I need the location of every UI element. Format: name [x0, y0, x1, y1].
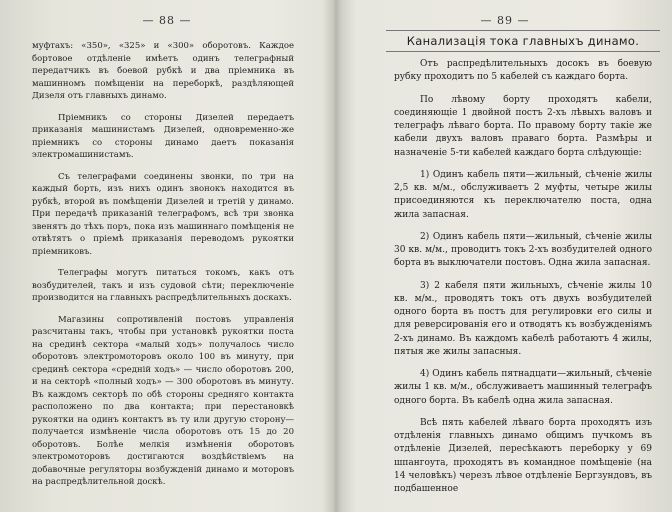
page-number: — 89 — — [480, 14, 530, 27]
paragraph: Отъ распредѣлительныхъ досокъ въ боевую рубку проходитъ по 5 кабелей съ каждаго борта. — [394, 59, 652, 83]
page-body — [32, 40, 294, 498]
left-page — [0, 0, 334, 512]
paragraph: Пріемникъ со стороны Дизелей передаетъ приказанія машинистамъ Дизелей, одновременно-же пріемникъ со стороны динамо даетъ показанія электромашинистамъ. — [32, 112, 294, 160]
paragraph: По лѣвому борту проходятъ кабели, соединяющіе 1 двойной постъ 2-хъ лѣвыхъ валовъ и телеграфъ лѣваго борта. По правому борту такіе же кабели двухъ валовъ праваго борта. Размѣры и назначеніе 5-ти кабелей каждаго борта слѣдующіе: — [394, 94, 652, 158]
page-number: — 88 — — [142, 14, 192, 27]
paragraph: 3) 2 кабеля пяти жильныхъ, сѣченіе жилы 10 кв. м/м., проводятъ токъ отъ двухъ возбудителей одного борта въ постъ для регулировки его силы и для реверсированія его и отводятъ къ возбужденіямъ 2-хъ динамо. Въ каждомъ кабелѣ работаютъ 4 жилы, пятыя же жилы запасныя. — [394, 280, 652, 357]
right-page — [338, 0, 672, 512]
section-heading: Канализація тока главныхъ динамо. — [406, 34, 640, 48]
heading-rule-top — [386, 30, 660, 31]
paragraph: Магазины сопротивленій постовъ управленія разсчитаны такъ, чтобы при установкѣ рукоятки поста на срединѣ сектора «малый ходъ» получалось число оборотовъ электромоторовъ около 100 въ минуту, при срединѣ сектора «средній ходъ» — число оборотовъ 200, и на секторѣ «полный ходъ» — 300 оборотовъ въ минуту. Въ каждомъ секторѣ по обѣ стороны средняго контакта расположено по два контакта; при перестановкѣ рукоятки на одинъ контактъ въ ту или другую сторону—получается измѣненіе числа оборотовъ отъ 15 до 20 оборотовъ. Болѣе мелкія измѣненія оборотовъ электромоторовъ достигаются воздѣйствіемъ на добавочные регуляторы возбужденій динамо и моторовъ на распредѣлительной доскѣ. — [32, 314, 294, 487]
paragraph: 1) Одинъ кабель пяти—жильный, сѣченіе жилы 2,5 кв. м/м., обслуживаетъ 2 муфты, четыре жилы присоединяются къ переключателю поста, одна жила запасная. — [394, 169, 652, 220]
heading-rule-bottom — [386, 51, 660, 52]
paragraph: Съ телеграфами соединены звонки, по три на каждый борть, изъ нихъ одинъ звонокъ находится въ рубкѣ, второй въ помѣщеніи Дизелей и третій у динамо. При передачѣ приказаній телеграфомъ, всѣ три звонка звенятъ до тѣхъ поръ, пока изъ машиннаго помѣщенія не отвѣтятъ о пріемѣ приказанія переводомъ рукоятки пріемниковъ. — [32, 171, 294, 257]
paragraph: Всѣ пять кабелей лѣваго борта проходятъ изъ отдѣленія главныхъ динамо общимъ пучкомъ въ отдѣленіе Дизелей, пересѣкаютъ переборку у 69 шпангоута, проходятъ въ командное помѣщеніе (на 14 человѣкъ) черезъ лѣвое отдѣленіе Бергзундовъ, въ подбашенное — [394, 417, 652, 494]
paragraph: муфтахъ: «350», «325» и «300» оборотовъ. Каждое бортовое отдѣленіе имѣетъ одинъ телеграфный передатчикъ въ боевой рубкѣ и два пріемника въ машинномъ помѣщеніи на переборкѣ, раздѣляющей Дизеля отъ главныхъ динамо. — [32, 41, 294, 101]
paragraph: 2) Одинъ кабель пяти—жильный, сѣченіе жилы 30 кв. м/м., проводитъ токъ 2-хъ возбудителей одного борта въ выключатели постовъ. Одна жила запасная. — [394, 231, 652, 269]
paragraph: Телеграфы могутъ питаться токомъ, какъ отъ возбудителей, такъ и изъ судовой сѣти; переключеніе производится на главныхъ распредѣлительныхъ доскахъ. — [32, 268, 294, 303]
page-body — [394, 58, 652, 505]
paragraph: 4) Одинъ кабель пятнадцати—жильный, сѣченіе жилы 1 кв. м/м., обслуживаетъ машинный телеграфъ одного борта. Въ кабелѣ одна жила запасная. — [394, 369, 652, 406]
